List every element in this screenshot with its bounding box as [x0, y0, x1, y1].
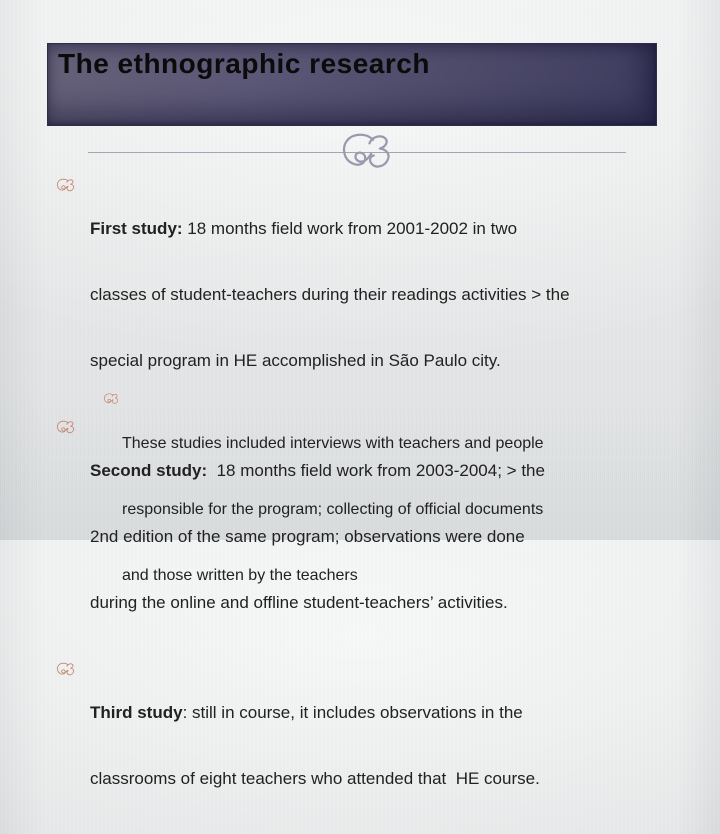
bullet-line: First study: 18 months field work from 2001-2002 in two: [90, 219, 518, 238]
bullet-line: 2nd edition of the same program; observations were done: [90, 527, 525, 546]
sub-bullet-text: [122, 389, 663, 631]
bullet-lead: Second study:: [90, 461, 208, 480]
sub-bullet-item: [103, 389, 663, 631]
bullet-item-third-study: [56, 658, 660, 834]
bullet-text: [90, 658, 660, 834]
title-banner: [47, 43, 657, 126]
bullet-line: Third study: still in course, it includes observations in the: [90, 703, 523, 722]
bullet-line: during the online and offline student-teachers’ activities.: [90, 593, 508, 612]
bullet-line: special program in HE accomplished in São Paulo city.: [90, 351, 501, 370]
bullet-line: classrooms of eight teachers who attended that HE course.: [90, 769, 540, 788]
bullet-line: Second study: 18 months field work from 2003-2004; > the: [90, 461, 545, 480]
bullet-lead: First study:: [90, 219, 183, 238]
sub-bullet-line: and those written by the teachers: [122, 567, 358, 584]
bullet-lead: Third study: [90, 703, 183, 722]
swirl-bullet-icon: [56, 416, 90, 435]
swirl-ornament-icon: [340, 132, 392, 172]
bullet-line: classes of student-teachers during their readings activities > the: [90, 285, 570, 304]
swirl-bullet-icon: [56, 658, 90, 677]
slide-title: The ethnographic research: [58, 48, 430, 79]
swirl-bullet-icon: [103, 389, 122, 405]
sub-bullet-line: These studies included interviews with teachers and people: [122, 435, 544, 452]
swirl-bullet-icon: [56, 174, 90, 193]
sub-bullet-line: responsible for the program; collecting of official documents: [122, 501, 544, 518]
bullet-text: [90, 174, 660, 416]
bullet-item-first-study: [56, 174, 660, 416]
